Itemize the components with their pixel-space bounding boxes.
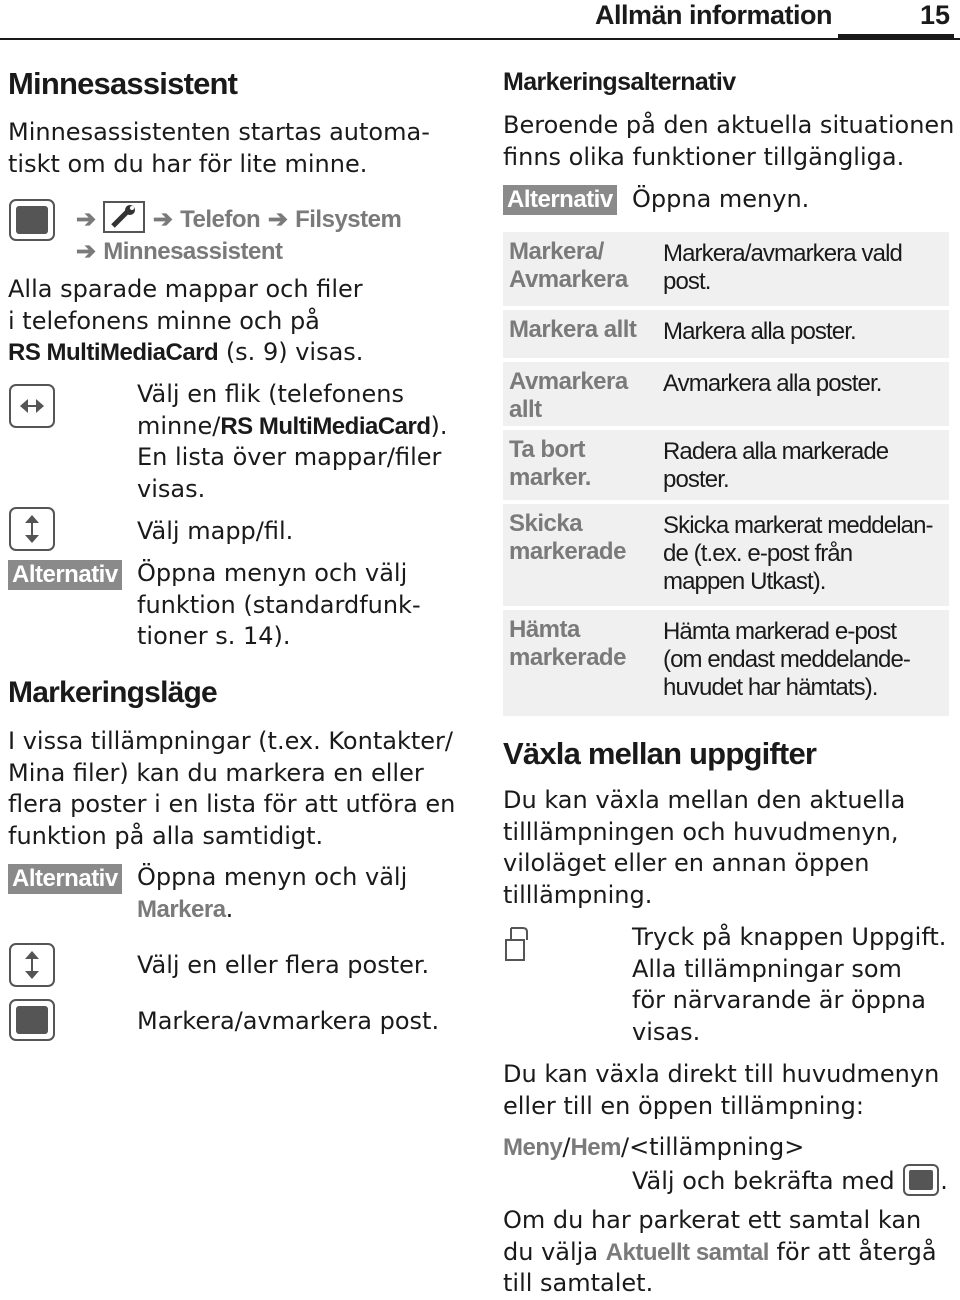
heading-switch-tasks: Växla mellan uppgifter xyxy=(503,736,817,771)
menu-path: ➔ ➔ Telefon ➔ Filsystem ➔ Minnesassistent xyxy=(76,201,401,267)
table-row xyxy=(503,504,949,606)
toggle-mark-text: Markera/avmarkera post. xyxy=(137,1007,440,1035)
option-name: Hämta markerade xyxy=(509,616,626,671)
header-rule xyxy=(0,38,960,40)
option-description: Hämta markerad e-post (om endast meddelande- huvudet har hämtats). xyxy=(663,618,911,701)
header-rule-accent xyxy=(838,34,954,40)
parked-call-text: Om du har parkerat ett samtal kan du välja Aktuellt samtal för att återgå till samtalet. xyxy=(503,1206,937,1297)
alternativ-softkey: Alternativ xyxy=(8,560,122,590)
memory-intro: Minnesassistenten startas automa- tiskt om du har för lite minne. xyxy=(8,118,430,178)
option-description: Markera alla poster. xyxy=(663,318,856,345)
center-key-icon-3 xyxy=(902,1163,940,1197)
option-name: Ta bort marker. xyxy=(509,436,591,491)
navigate-left-right-icon xyxy=(8,383,56,429)
task-key-text: Tryck på knappen Uppgift. Alla tillämpningar som för närvarande är öppna visas. xyxy=(632,923,947,1046)
navigate-up-down-icon xyxy=(8,506,56,552)
table-row xyxy=(503,610,949,716)
option-description: Markera/avmarkera vald post. xyxy=(663,240,902,295)
option-name: Skicka markerade xyxy=(509,510,626,565)
select-tab-text: Välj en flik (telefonens minne/RS MultiMediaCard). En lista över mappar/filer visas. xyxy=(137,380,448,503)
path-filsystem: Filsystem xyxy=(295,206,402,233)
alternativ-softkey-2: Alternativ xyxy=(8,864,122,894)
heading-memory-assistant: Minnesassistent xyxy=(8,66,238,101)
saved-files-text: Alla sparade mappar och filer i telefonens minne och på RS MultiMediaCard (s. 9) visas. xyxy=(8,275,364,366)
task-key-icon xyxy=(503,922,539,966)
select-entries-text: Välj en eller flera poster. xyxy=(137,951,430,979)
table-row xyxy=(503,232,949,306)
option-name: Avmarkera allt xyxy=(509,368,628,423)
marking-text: I vissa tillämpningar (t.ex. Kontakter/ Mina filer) kan du markera en eller flera poster i en lista för att utföra en funktion på alla samtidigt. xyxy=(8,727,456,850)
options-text: Beroende på den aktuella situationen finns olika funktioner tillgängliga. xyxy=(503,111,955,171)
path-minnesassistent: Minnesassistent xyxy=(103,237,283,265)
arrow-icon: ➔ xyxy=(76,206,96,233)
menu-path-2: Meny/Hem/<tillämpning> xyxy=(503,1133,805,1161)
switch-text: Du kan växla mellan den aktuella tilllämpningen och huvudmenyn, viloläget eller en annan öppen tilllämpning. xyxy=(503,786,906,909)
table-row xyxy=(503,362,949,426)
table-row xyxy=(503,310,949,358)
section-title: Allmän information xyxy=(594,0,832,30)
heading-marking-options: Markeringsalternativ xyxy=(503,68,736,96)
page-number: 15 xyxy=(919,0,950,30)
table-row xyxy=(503,430,949,500)
option-description: Radera alla markerade poster. xyxy=(663,438,889,493)
option-name: Markera/ Avmarkera xyxy=(509,238,628,293)
open-menu-text: Öppna menyn. xyxy=(632,185,810,213)
option-description: Avmarkera alla poster. xyxy=(663,370,882,397)
alternativ-text: Öppna menyn och välj funktion (standardfunk- tioner s. 14). xyxy=(137,559,421,650)
heading-marking-mode: Markeringsläge xyxy=(8,676,217,709)
path-telefon: Telefon xyxy=(180,206,261,233)
alternativ-text-2: Öppna menyn och välj Markera. xyxy=(137,863,408,923)
wrench-icon xyxy=(103,201,145,233)
select-folder-text: Välj mapp/fil. xyxy=(137,517,294,545)
option-name: Markera allt xyxy=(509,316,637,343)
center-key-icon-2 xyxy=(8,998,56,1042)
option-description: Skicka markerat meddelan- de (t.ex. e-post från mappen Utkast). xyxy=(663,512,933,595)
direct-switch-text: Du kan växla direkt till huvudmenyn eller till en öppen tillämpning: xyxy=(503,1060,940,1120)
confirm-text: Välj och bekräfta med . xyxy=(632,1163,948,1198)
center-key-icon xyxy=(8,198,56,242)
navigate-up-down-icon-2 xyxy=(8,942,56,988)
alternativ-softkey-3: Alternativ xyxy=(503,185,617,215)
